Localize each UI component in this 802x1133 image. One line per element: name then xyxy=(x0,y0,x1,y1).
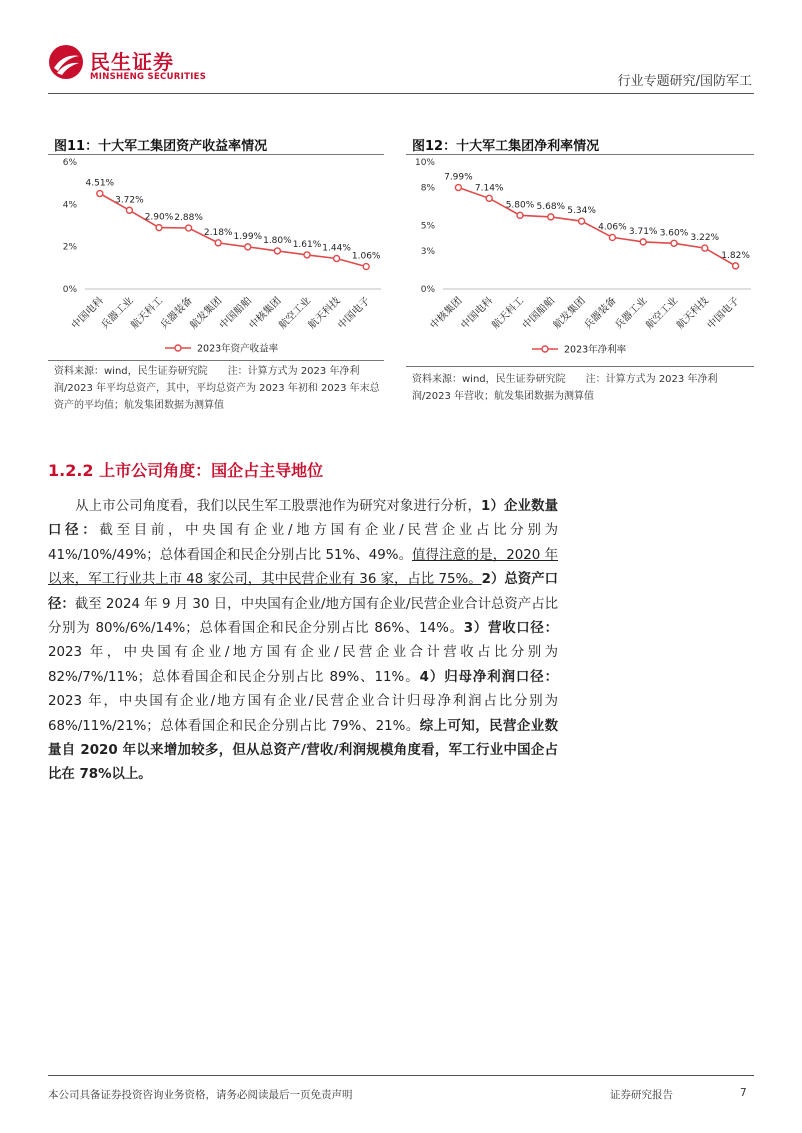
header-divider xyxy=(48,93,754,94)
x-category-label: 航空工业 xyxy=(277,295,314,332)
data-label: 5.80% xyxy=(505,200,535,211)
paragraph-run: 值得注意的是，2020 年以来，军工行业共上市 48 家公司，其中民营企业有 36 家，占比 75%。 xyxy=(48,547,558,588)
x-category-label: 航天科技 xyxy=(306,295,343,332)
data-point xyxy=(702,245,708,251)
data-label: 1.99% xyxy=(233,231,263,242)
data-point xyxy=(486,195,492,201)
data-point xyxy=(97,191,103,197)
y-tick-label: 2% xyxy=(62,242,77,253)
brand-name-cn: 民生证券 xyxy=(90,50,174,74)
paragraph-run: 1）企业数量口径： xyxy=(48,499,558,539)
paragraph-run: 截至目前，中央国有企业/地方国有企业/民营企业占比分别为 41%/10%/49%；总体看国企和民企分别占比 51%、49%。 xyxy=(48,523,558,563)
y-tick-label: 3% xyxy=(420,246,435,257)
data-point xyxy=(304,252,310,258)
data-point xyxy=(186,225,192,231)
y-tick-label: 0% xyxy=(420,285,435,295)
figure-12-chart xyxy=(406,155,754,365)
footer-disclaimer: 本公司具备证券投资咨询业务资格，请务必阅读最后一页免责声明 xyxy=(48,1089,353,1101)
data-point xyxy=(126,207,132,213)
x-category-label: 航天科技 xyxy=(674,295,711,332)
data-label: 3.71% xyxy=(628,226,658,237)
data-label: 2.88% xyxy=(174,213,203,224)
data-label: 5.34% xyxy=(567,206,596,217)
y-tick-label: 8% xyxy=(420,183,435,194)
paragraph-run: 2023 年，中央国有企业/地方国有企业/民营企业合计归母净利润占比分别为 68%/11%/21%；总体看国企和民企分别占比 79%、21%。 xyxy=(48,694,558,734)
data-label: 1.82% xyxy=(721,250,750,261)
paragraph-run: 4）归母净利润口径： xyxy=(419,669,558,685)
data-label: 2.90% xyxy=(144,212,174,223)
legend-marker xyxy=(175,345,181,351)
data-label: 1.06% xyxy=(351,251,381,262)
paragraph-run: 3）营收口径： xyxy=(463,621,558,637)
x-category-label: 中国电子 xyxy=(336,295,373,332)
paragraph-run: 综上可知，民营企业数量自 2020 年以来增加较多，但从总资产/营收/利润规模角度看，军工行业中国企占比在 78%以上。 xyxy=(48,718,559,783)
page-number: 7 xyxy=(740,1087,747,1099)
paragraph-run: 从上市公司角度看，我们以民生军工股票池作为研究对象进行分析， xyxy=(75,499,482,514)
figure-11-chart xyxy=(48,155,384,360)
x-category-label: 中国船舶 xyxy=(217,295,254,332)
x-category-label: 中核集团 xyxy=(247,295,284,332)
section-body-paragraph xyxy=(48,495,558,788)
x-category-label: 航空工业 xyxy=(644,295,681,332)
series-line xyxy=(458,188,735,266)
x-category-label: 中国电科 xyxy=(459,295,496,332)
data-point xyxy=(274,248,280,254)
x-category-label: 兵器装备 xyxy=(582,295,619,332)
footer-divider xyxy=(48,1075,754,1076)
report-category: 行业专题研究/国防军工 xyxy=(617,74,752,89)
data-label: 2.18% xyxy=(203,227,233,238)
figure-12-bottom-rule xyxy=(406,366,754,367)
figure-11-bottom-rule xyxy=(48,360,384,361)
y-tick-label: 0% xyxy=(62,285,77,295)
data-point xyxy=(671,240,677,246)
x-category-label: 中国电子 xyxy=(705,295,742,332)
data-label: 1.44% xyxy=(322,243,351,254)
minsheng-logo-icon xyxy=(48,44,84,80)
data-point xyxy=(156,225,162,231)
data-label: 3.60% xyxy=(659,228,689,239)
figure-11-source-note: 资料来源：wind，民生证券研究院 注：计算方式为 2023 年净利润/2023 年平均总资产，其中，平均总资产为 2023 年初和 2023 年末总资产的平均值；航发集团数据为测算值 xyxy=(54,366,380,411)
data-label: 5.68% xyxy=(536,201,566,212)
legend-marker xyxy=(542,346,548,352)
section-heading: 1.2.2 上市公司角度：国企占主导地位 xyxy=(48,461,324,480)
data-label: 3.22% xyxy=(690,233,720,244)
data-point xyxy=(640,239,646,245)
data-label: 7.99% xyxy=(444,172,473,183)
data-point xyxy=(215,240,221,246)
paragraph-run: 2023 年，中央国有企业/地方国有企业/民营企业合计营收占比分别为 82%/7%/11%；总体看国企和民企分别占比 89%、11%。 xyxy=(48,645,558,685)
y-tick-label: 4% xyxy=(62,200,77,211)
x-category-label: 中核集团 xyxy=(428,295,465,332)
x-category-label: 兵器装备 xyxy=(158,295,195,332)
paragraph-run: 2）总资产口径： xyxy=(48,572,558,612)
legend-label: 2023年净利率 xyxy=(564,344,627,356)
data-point xyxy=(733,263,739,269)
figure-12-title: 图12：十大军工集团净利率情况 xyxy=(412,139,600,154)
data-point xyxy=(455,185,461,191)
data-point xyxy=(579,218,585,224)
footer-report-type: 证券研究报告 xyxy=(610,1089,673,1101)
brand-name-en: MINSHENG SECURITIES xyxy=(90,72,207,82)
data-label: 4.51% xyxy=(85,178,115,189)
legend-label: 2023年资产收益率 xyxy=(197,343,279,355)
x-category-label: 兵器工业 xyxy=(613,295,650,332)
x-category-label: 兵器工业 xyxy=(99,295,136,332)
data-point xyxy=(517,212,523,218)
y-tick-label: 10% xyxy=(414,158,435,168)
y-tick-label: 6% xyxy=(62,158,77,168)
data-label: 7.14% xyxy=(474,183,504,194)
data-point xyxy=(609,234,615,240)
y-tick-label: 5% xyxy=(420,221,435,232)
x-category-label: 中国电科 xyxy=(69,295,106,332)
x-category-label: 航天科工 xyxy=(129,295,166,332)
figure-12-source-note: 资料来源：wind，民生证券研究院 注：计算方式为 2023 年净利润/2023 年营收；航发集团数据为测算值 xyxy=(412,374,718,402)
x-category-label: 航发集团 xyxy=(188,295,225,332)
data-label: 1.61% xyxy=(292,239,322,250)
data-label: 1.80% xyxy=(263,235,292,246)
data-point xyxy=(363,264,369,270)
data-point xyxy=(334,256,340,262)
paragraph-run: 截至 2024 年 9 月 30 日，中央国有企业/地方国有企业/民营企业合计总资产占比分别为 80%/6%/14%；总体看国企和民企分别占比 86%、14%。 xyxy=(48,596,559,637)
figure-11-title: 图11：十大军工集团资产收益率情况 xyxy=(54,139,268,154)
x-category-label: 航发集团 xyxy=(551,295,588,332)
x-category-label: 航天科工 xyxy=(490,295,527,332)
data-label: 4.06% xyxy=(598,222,627,233)
x-category-label: 中国船舶 xyxy=(520,295,557,332)
data-point xyxy=(548,214,554,220)
data-point xyxy=(245,244,251,250)
data-label: 3.72% xyxy=(115,195,144,206)
